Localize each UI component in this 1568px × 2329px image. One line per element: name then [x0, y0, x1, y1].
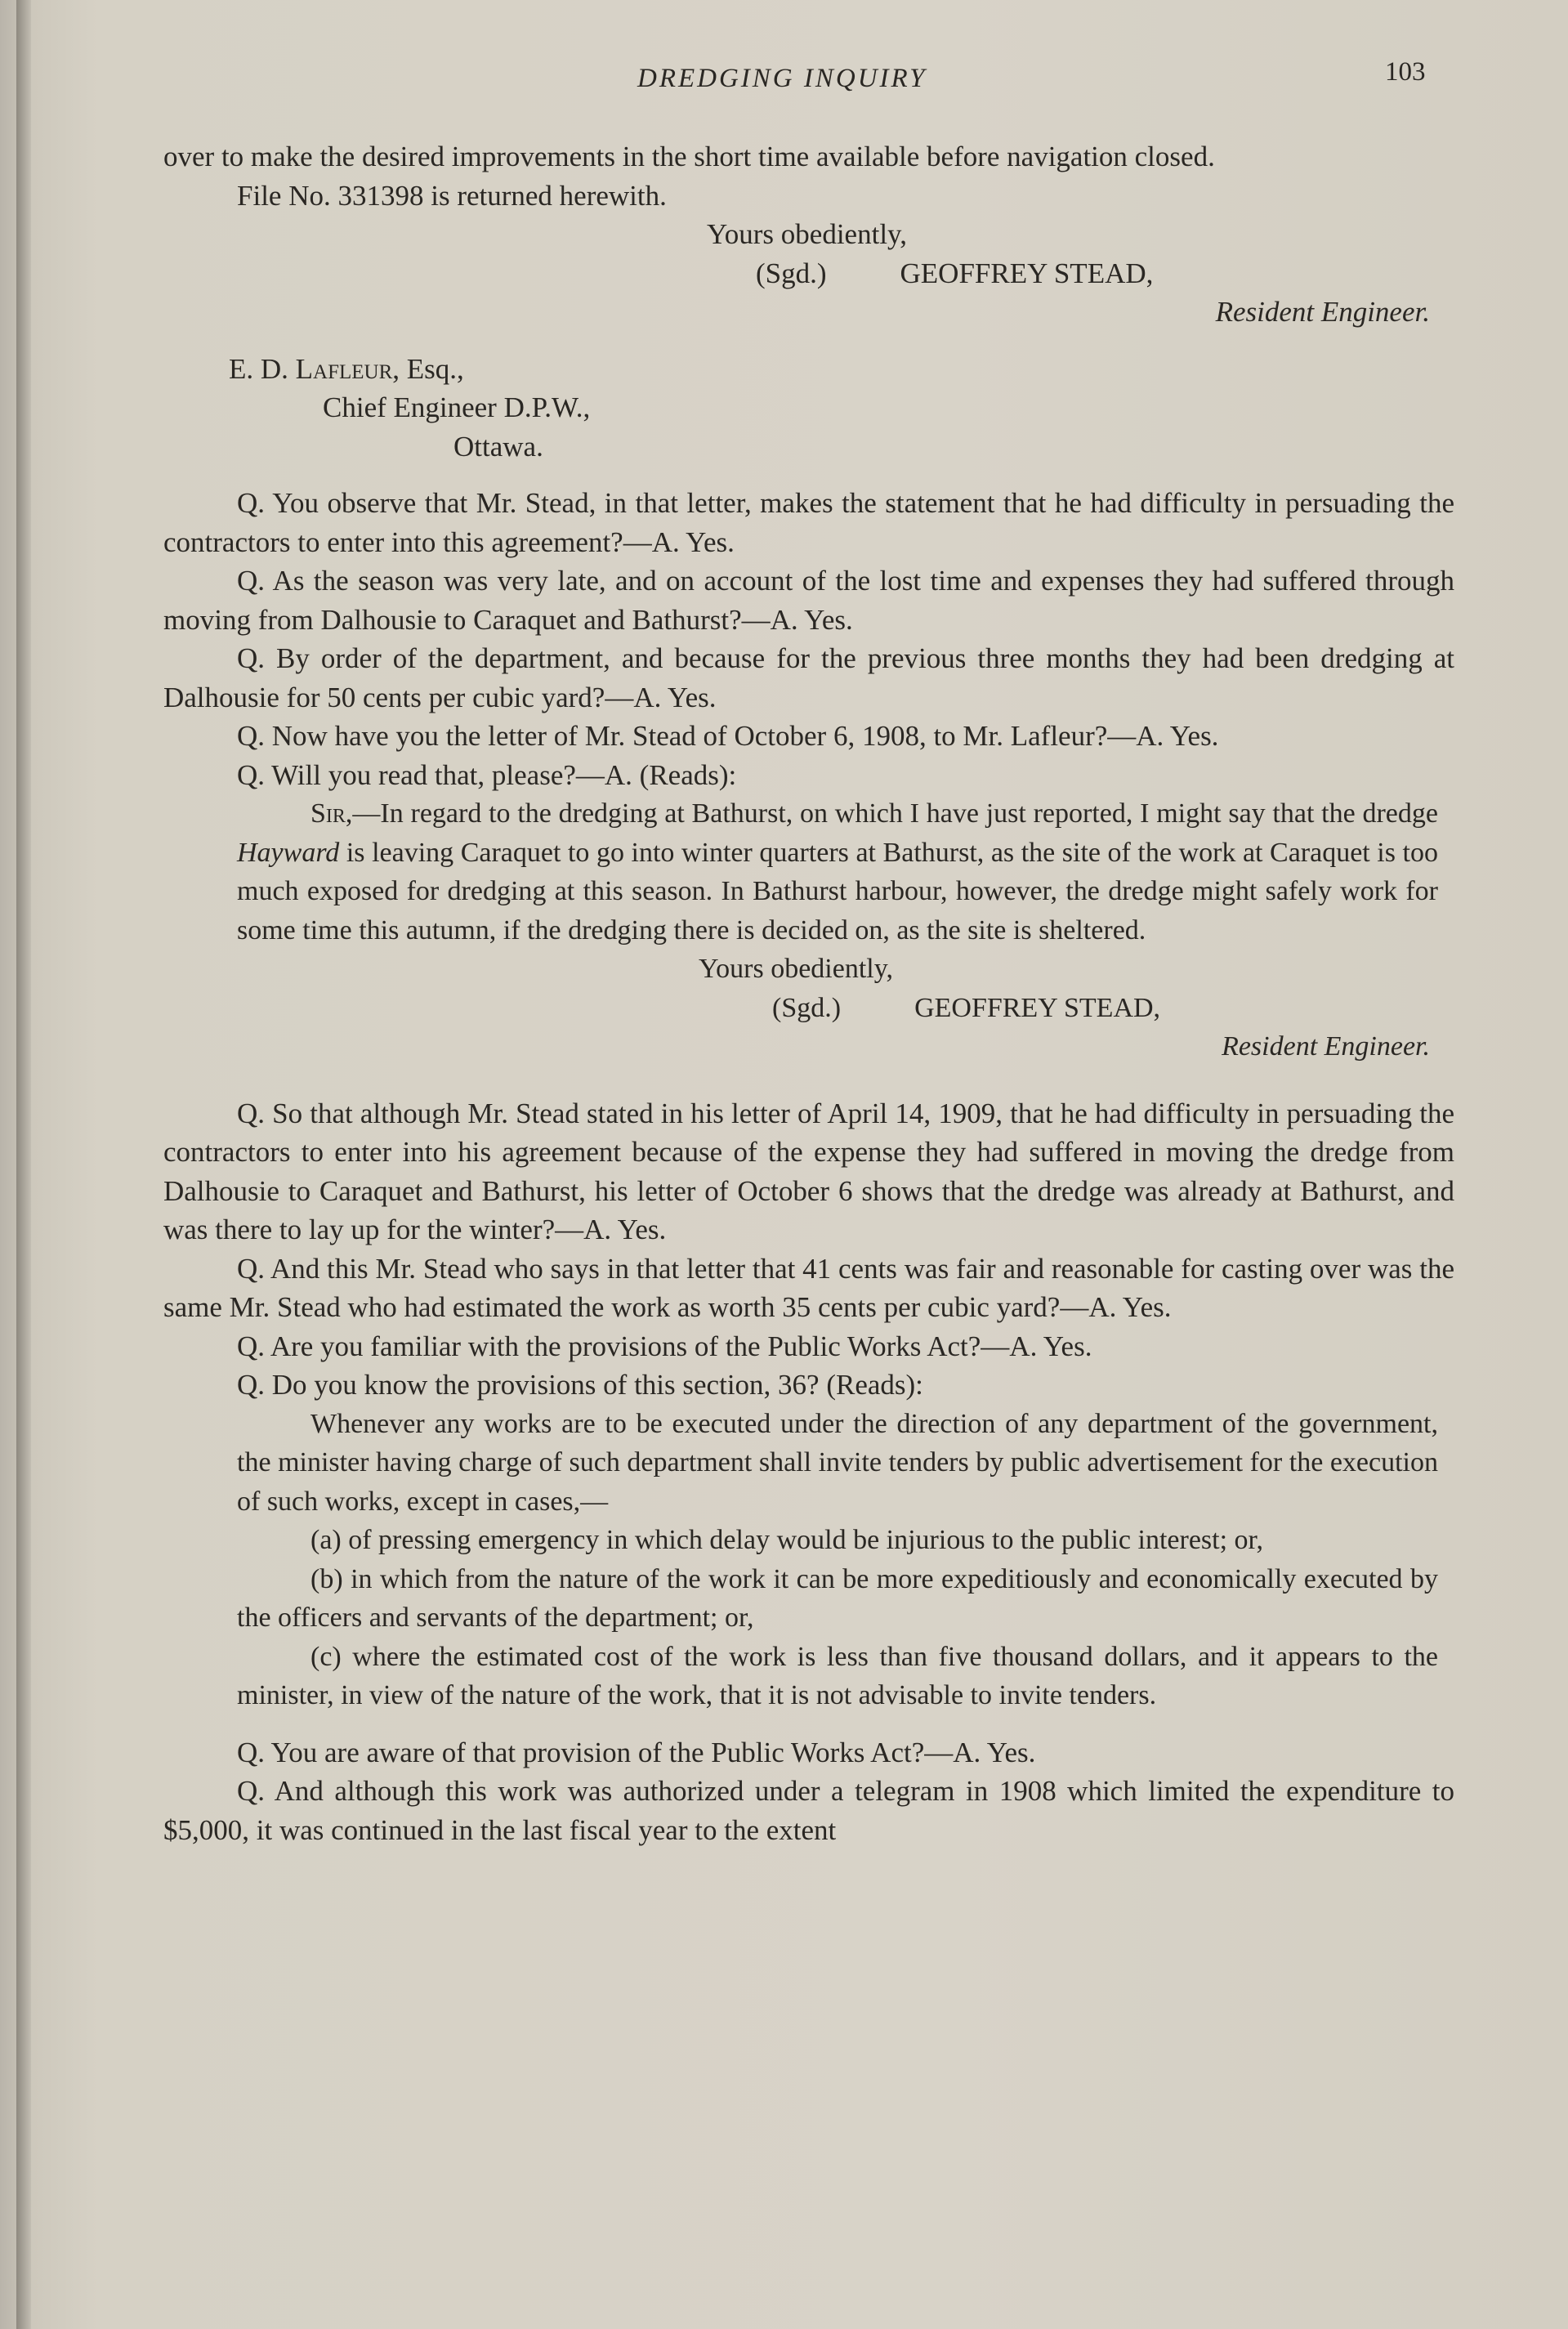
page-body [163, 137, 1454, 1849]
letter1-yours [163, 215, 1454, 254]
running-title: DREDGING INQUIRY [637, 64, 927, 93]
vessel-name: Hayward [237, 837, 340, 868]
quoted-letter [237, 794, 1438, 1066]
book-spine [16, 0, 31, 2329]
file-note: File No. 331398 is returned herewith. [237, 179, 667, 212]
yours-text: Yours obediently, [707, 218, 908, 250]
letter2-signature [237, 989, 1438, 1028]
qa-paragraph: Q. And this Mr. Stead who says in that letter that 41 cents was fair and reasonable for casting over was the same Mr. Stead who had estimated the work as worth 35 cents per cubic yard?—A. Yes. [163, 1252, 1454, 1323]
qa-paragraph: Q. You observe that Mr. Stead, in that letter, makes the statement that he had difficulty in persuading the contractors to enter into this agreement?—A. Yes. [163, 487, 1454, 558]
statute-clause: (b) in which from the nature of the work it can be more expeditiously and economically executed by the officers and servants of the department; or, [237, 1563, 1438, 1633]
sgd-label: (Sgd.) [756, 257, 827, 289]
qa-paragraph: Q. You are aware of that provision of the Public Works Act?—A. Yes. [237, 1736, 1036, 1768]
qa-paragraph: Q. And although this work was authorized under a telegram in 1908 which limited the expenditure to $5,000, it was continued in the last fiscal year to the extent [163, 1775, 1454, 1846]
signer-name: GEOFFREY STEAD, [900, 257, 1154, 289]
letter1-signature [163, 254, 1454, 293]
qa-paragraph: Q. So that although Mr. Stead stated in his letter of April 14, 1909, that he had difficulty in persuading the contractors to enter into his agreement because of the expense they had suffered in moving the dredge from Dalhousie to Caraquet and Bathurst, his letter of October 6 shows that the dredge was already at Bathurst, and was there to lay up for the winter?—A. Yes. [163, 1097, 1454, 1245]
qa-paragraph: Q. Now have you the letter of Mr. Stead of October 6, 1908, to Mr. Lafleur?—A. Yes. [237, 720, 1219, 752]
letter2-yours [237, 950, 1438, 989]
qa-paragraph: Q. By order of the department, and because for the previous three months they had been dredging at Dalhousie for 50 cents per cubic yard?—A. Yes. [163, 642, 1454, 713]
addressee-title: Chief Engineer D.P.W., [323, 391, 591, 423]
statute-paragraph: Whenever any works are to be executed under the direction of any department of the government, the minister having charge of such department shall invite tenders by public advertisement for the execution of such works, except in cases,— [237, 1408, 1438, 1517]
signer-name: GEOFFREY STEAD, [914, 992, 1161, 1023]
qa-paragraph: Q. As the season was very late, and on account of the lost time and expenses they had suffered through moving from Dalhousie to Caraquet and Bathurst?—A. Yes. [163, 565, 1454, 636]
qa-paragraph: Q. Will you read that, please?—A. (Reads): [237, 758, 737, 791]
page-number: 103 [1385, 57, 1426, 87]
qa-paragraph: Q. Do you know the provisions of this section, 36? (Reads): [237, 1369, 923, 1401]
signer-title: Resident Engineer. [1215, 296, 1430, 328]
qa-paragraph: Q. Are you familiar with the provisions of the Public Works Act?—A. Yes. [237, 1330, 1092, 1362]
addressee-name: E. D. Lafleur, Esq., [229, 352, 464, 385]
sgd-label: (Sgd.) [772, 992, 842, 1023]
addressee-city: Ottawa. [453, 430, 543, 463]
statute-clause: (a) of pressing emergency in which delay would be injurious to the public interest; or, [310, 1525, 1263, 1555]
statute-quote [237, 1405, 1438, 1715]
letter1-closing-text: over to make the desired improvements in the short time available before navigation closed. [163, 141, 1215, 172]
signer-title: Resident Engineer. [1222, 1031, 1430, 1062]
statute-clause: (c) where the estimated cost of the work is less than five thousand dollars, and it appears to the minister, in view of the nature of the work, that it is not advisable to invite tenders. [237, 1641, 1438, 1710]
letter2-body: Sir,—In regard to the dredging at Bathurst, on which I have just reported, I might say that the dredge Hayward is leaving Caraquet to go into winter quarters at Bathurst, as the site of the work at Caraquet is too much exposed for dredging at this season. In Bathurst harbour, however, the dredge might safely work for some time this autumn, if the dredging there is decided on, as the site is sheltered. [237, 798, 1438, 945]
yours-text: Yours obediently, [699, 954, 894, 984]
